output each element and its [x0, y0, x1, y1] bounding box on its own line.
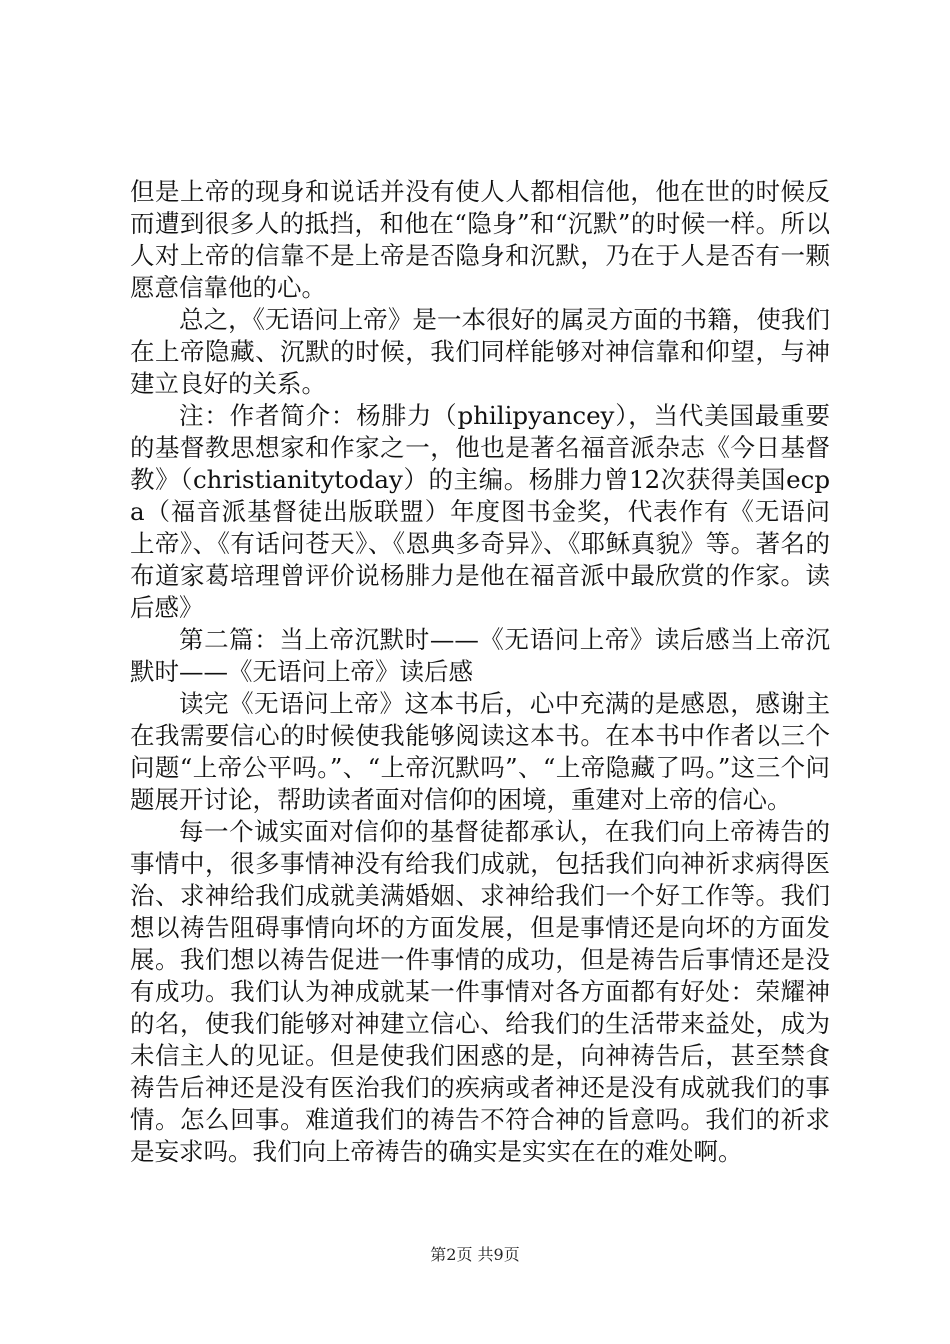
paragraph-reading-reflection: 读完《无语问上帝》这本书后，心中充满的是感恩，感谢主在我需要信心的时候使我能够阅读这本书。在本书中作者以三个问题“上帝公平吗。”、“上帝沉默吗”、“上帝隐藏了吗。”这三个问题展开讨论，帮助读者面对信仰的困境，重建对上帝的信心。 [130, 689, 830, 814]
paragraph-conclusion: 总之，《无语问上帝》是一本很好的属灵方面的书籍，使我们在上帝隐藏、沉默的时候，我们同样能够对神信靠和仰望，与神建立良好的关系。 [130, 305, 830, 398]
paragraph-continuation: 但是上帝的现身和说话并没有使人人都相信他，他在世的时候反而遭到很多人的抵挡，和他在“隐身”和“沉默”的时候一样。所以人对上帝的信靠不是上帝是否隐身和沉默，乃在于人是否有一颗愿意信靠他的心。 [130, 177, 830, 302]
page-number-footer: 第2页 共9页 [430, 1245, 520, 1264]
document-body [130, 176, 830, 1168]
paragraph-author-note: 注：作者简介：杨腓力（philipyancey），当代美国最重要的基督教思想家和作家之一，他也是著名福音派杂志《今日基督教》（christianitytoday）的主编。杨腓力曾12次获得美国ecpa（福音派基督徒出版联盟）年度图书金奖，代表作有《无语问上帝》、《有话问苍天》、《恩典多奇异》、《耶稣真貌》等。著名的布道家葛培理曾评价说杨腓力是他在福音派中最欣赏的作家。读后感》 [130, 401, 830, 622]
paragraph-prayer-discussion: 每一个诚实面对信仰的基督徒都承认，在我们向上帝祷告的事情中，很多事情神没有给我们成就，包括我们向神祈求病得医治、求神给我们成就美满婚姻、求神给我们一个好工作等。我们想以祷告阻碍事情向坏的方面发展，但是事情还是向坏的方面发展。我们想以祷告促进一件事情的成功，但是祷告后事情还是没有成功。我们认为神成就某一件事情对各方面都有好处：荣耀神的名，使我们能够对神建立信心、给我们的生活带来益处，成为未信主人的见证。但是使我们困惑的是，向神祷告后，甚至禁食祷告后神还是没有医治我们的疾病或者神还是没有成就我们的事情。怎么回事。难道我们的祷告不符合神的旨意吗。我们的祈求是妄求吗。我们向上帝祷告的确实是实实在在的难处啊。 [130, 817, 830, 1166]
paragraph-section-title: 第二篇：当上帝沉默时——《无语问上帝》读后感当上帝沉默时——《无语问上帝》读后感 [130, 625, 830, 686]
